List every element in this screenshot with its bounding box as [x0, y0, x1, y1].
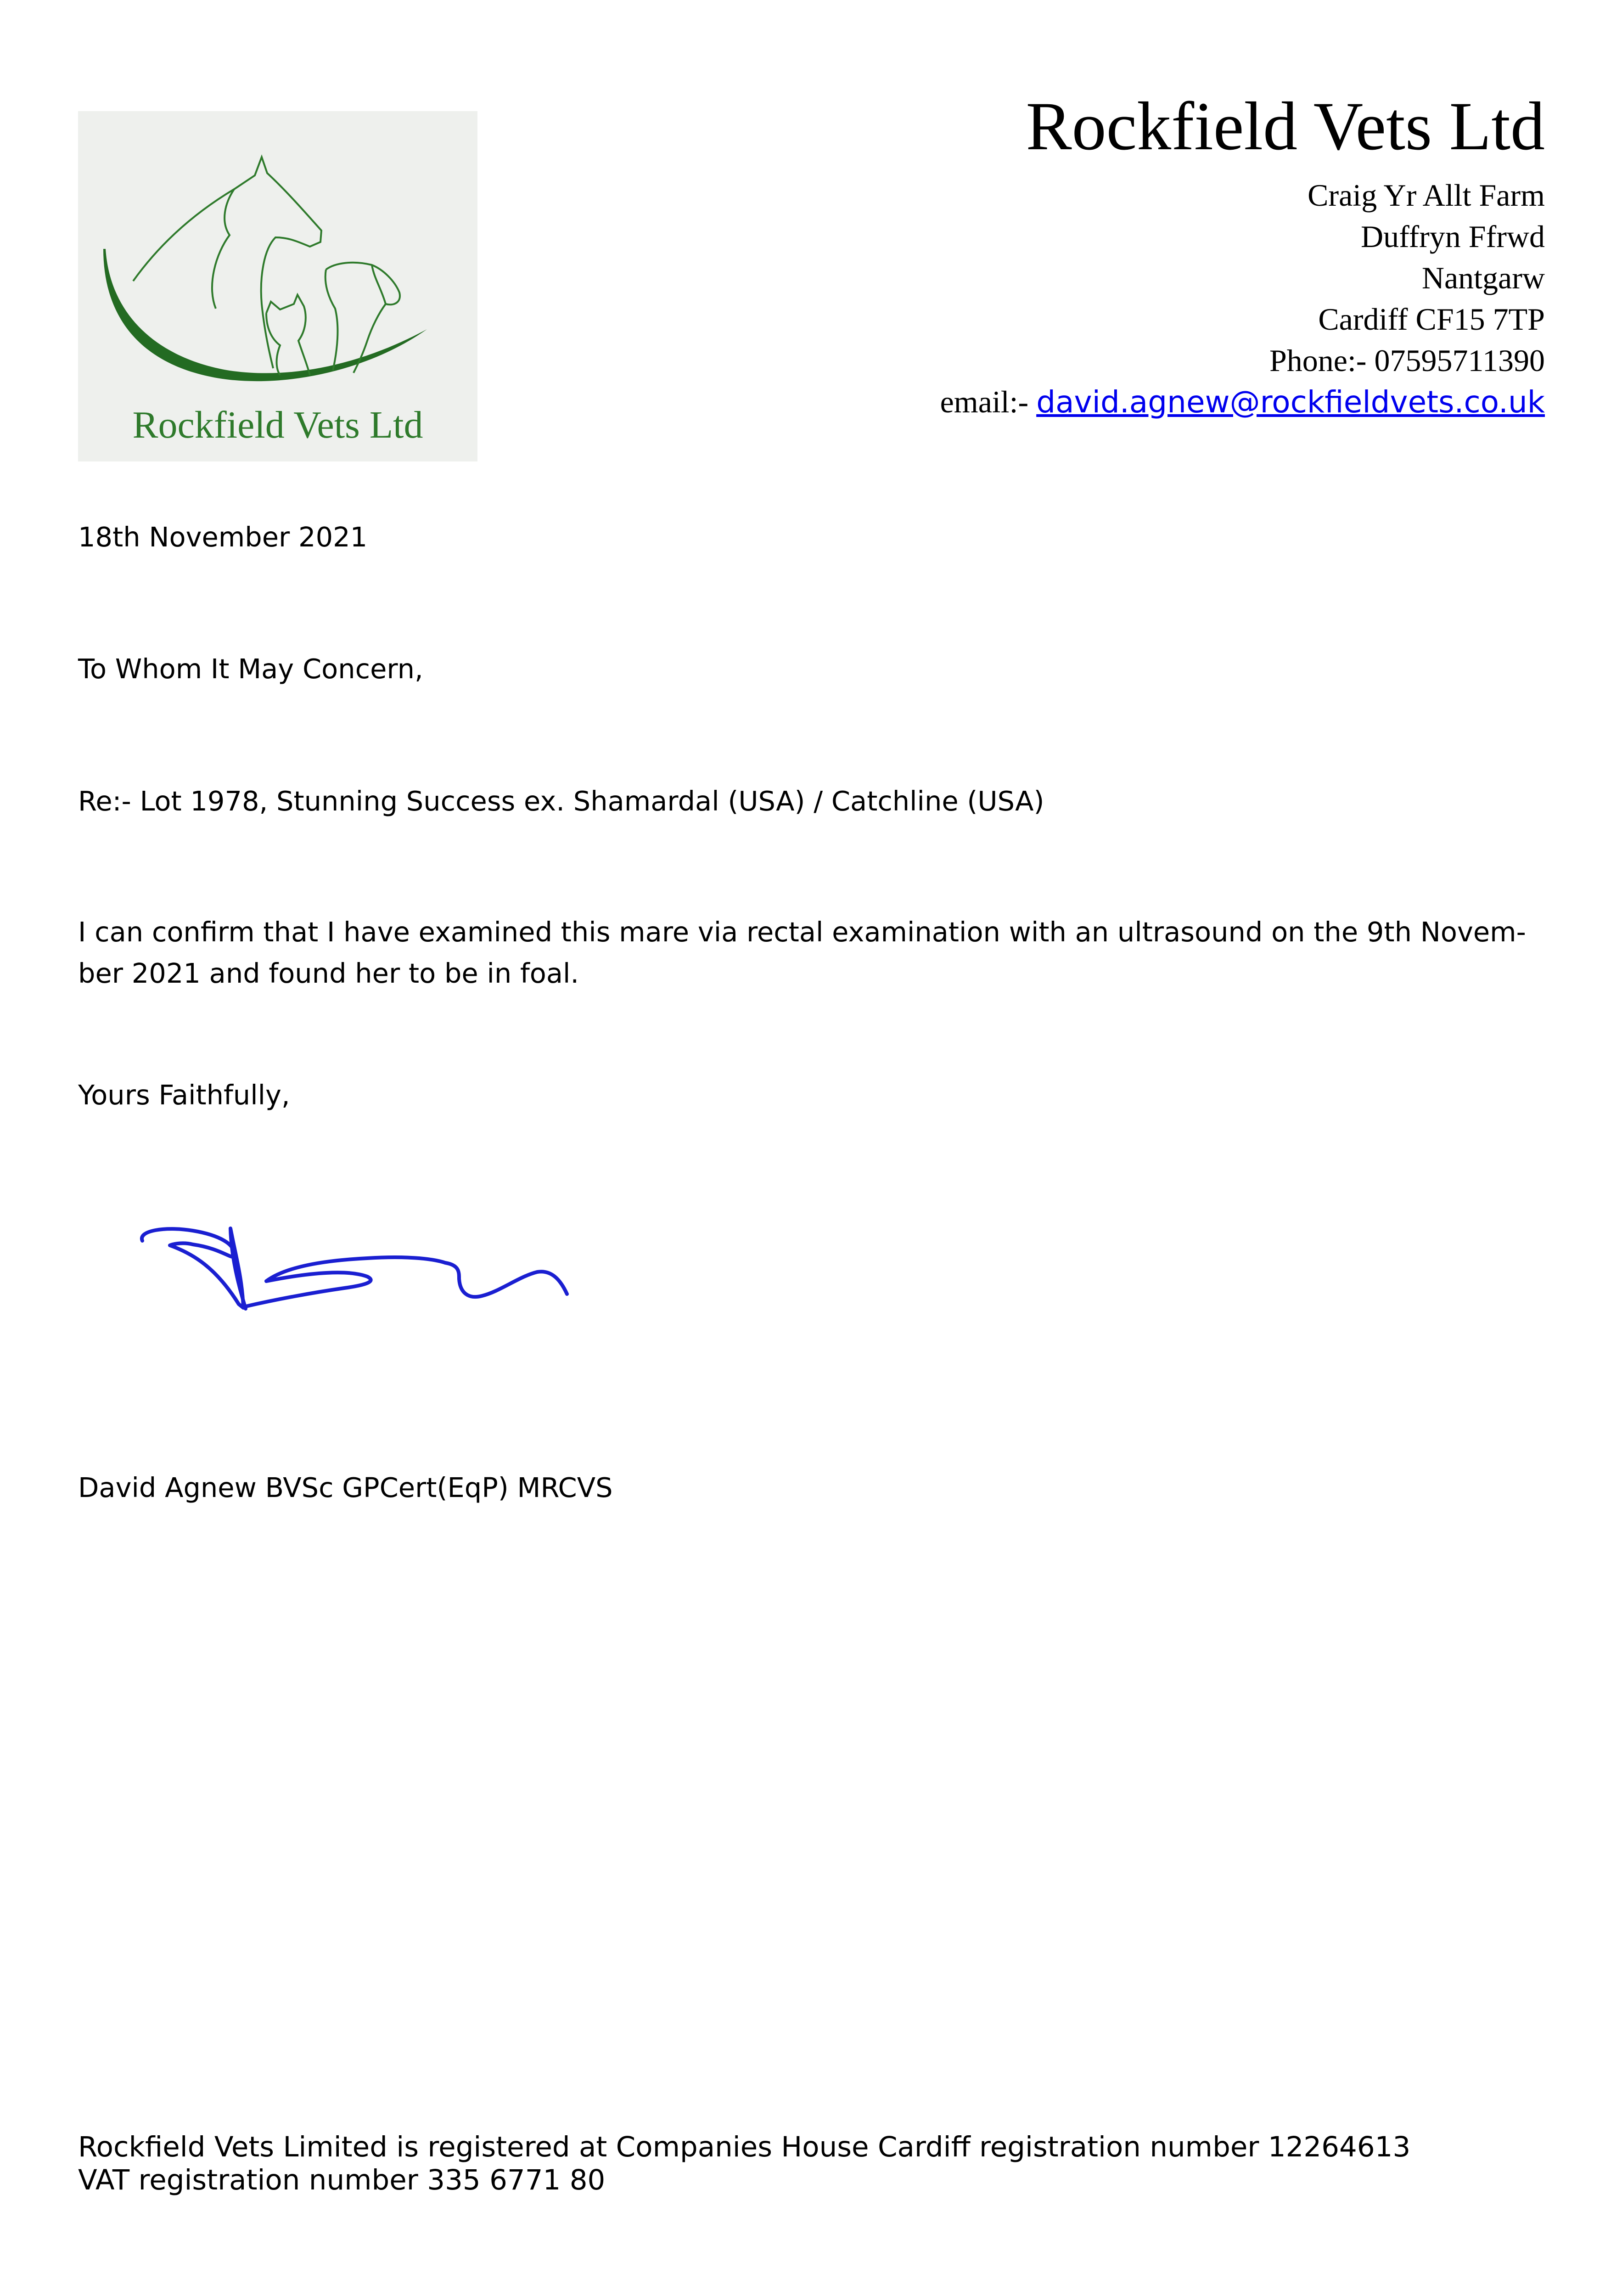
footer-vat: VAT registration number 335 6771 80	[78, 2164, 606, 2196]
address-line-3: Nantgarw	[1421, 260, 1545, 295]
company-name: Rockfield Vets Ltd	[1026, 88, 1545, 164]
signatory-name: David Agnew BVSc GPCert(EqP) MRCVS	[78, 1472, 613, 1503]
closing: Yours Faithfully,	[78, 1079, 290, 1111]
body-line-2: ber 2021 and found her to be in foal.	[78, 957, 579, 989]
email-label: email:-	[940, 384, 1029, 419]
email-line	[940, 381, 1545, 423]
footer-registration: Rockfield Vets Limited is registered at Companies House Cardiff registration number 12264613	[78, 2131, 1411, 2163]
phone-label: Phone:-	[1269, 343, 1367, 378]
address-line-1: Craig Yr Allt Farm	[1308, 178, 1545, 213]
footer	[78, 2131, 1410, 2197]
address-line-4: Cardiff CF15 7TP	[1318, 302, 1545, 337]
address-line-2: Duffryn Ffrwd	[1360, 219, 1545, 254]
email-link[interactable]: david.agnew@rockfieldvets.co.uk	[1036, 384, 1545, 420]
handwritten-signature	[129, 1212, 597, 1332]
body-line-1: I can confirm that I have examined this mare via rectal examination with an ultrasound on the 9th Novem-	[78, 916, 1526, 948]
company-logo	[78, 111, 477, 461]
company-address	[940, 174, 1545, 423]
salutation: To Whom It May Concern,	[78, 653, 423, 685]
phone-number: 07595711390	[1374, 343, 1545, 378]
body-paragraph	[78, 912, 1547, 994]
subject-line: Re:- Lot 1978, Stunning Success ex. Shamardal (USA) / Catchline (USA)	[78, 785, 1044, 817]
letter-date: 18th November 2021	[78, 521, 368, 553]
phone-line	[940, 340, 1545, 381]
logo-wordmark: Rockfield Vets Ltd	[132, 404, 423, 446]
